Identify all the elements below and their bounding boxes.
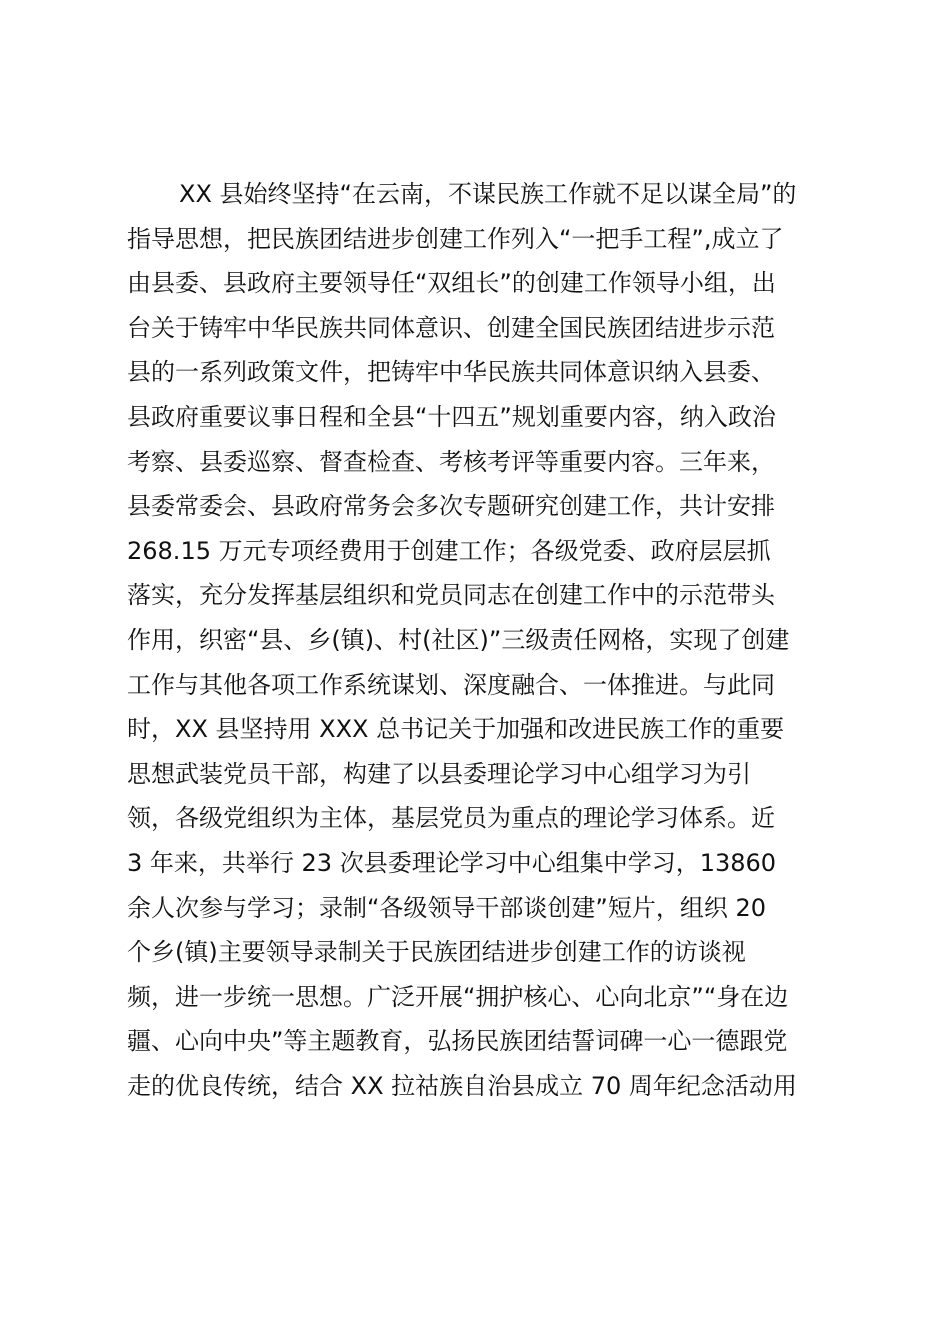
paragraph-line: 时，XX 县坚持用 XXX 总书记关于加强和改进民族工作的重要 — [127, 715, 785, 744]
paragraph-line: 3 年来，共举行 23 次县委理论学习中心组集中学习，13860 — [127, 848, 777, 877]
paragraph-line: 落实，充分发挥基层组织和党员同志在创建工作中的示范带头 — [127, 581, 775, 610]
paragraph-line: 268.15 万元专项经费用于创建工作；各级党委、政府层层抓 — [127, 536, 771, 565]
paragraph-line: XX 县始终坚持“在云南，不谋民族工作就不足以谋全局”的 — [179, 180, 797, 208]
paragraph-line: 思想武装党员干部，构建了以县委理论学习中心组学习为引 — [127, 759, 751, 788]
paragraph-line: 台关于铸牢中华民族共同体意识、创建全国民族团结进步示范 — [127, 313, 775, 342]
paragraph-line: 作用，织密“县、乡(镇)、村(社区)”三级责任网格，实现了创建 — [127, 625, 790, 654]
paragraph-line: 频，进一步统一思想。广泛开展“拥护核心、心向北京”“身在边 — [127, 982, 789, 1011]
paragraph-line: 县委常委会、县政府常务会多次专题研究创建工作，共计安排 — [127, 492, 775, 521]
paragraph-line: 疆、心向中央”等主题教育，弘扬民族团结誓词碑一心一德跟党 — [127, 1027, 788, 1056]
paragraph-line: 县的一系列政策文件，把铸牢中华民族共同体意识纳入县委、 — [127, 358, 775, 387]
paragraph-line: 县政府重要议事日程和全县“十四五”规划重要内容，纳入政治 — [127, 402, 776, 431]
body-paragraph — [127, 172, 837, 1108]
paragraph-line: 考察、县委巡察、督查检查、考核考评等重要内容。三年来， — [127, 447, 775, 476]
paragraph-line: 领，各级党组织为主体，基层党员为重点的理论学习体系。近 — [127, 804, 775, 833]
paragraph-line: 工作与其他各项工作系统谋划、深度融合、一体推进。与此同 — [127, 670, 775, 699]
paragraph-line: 余人次参与学习；录制“各级领导干部谈创建”短片，组织 20 — [127, 893, 767, 922]
paragraph-line: 由县委、县政府主要领导任“双组长”的创建工作领导小组，出 — [127, 269, 776, 298]
paragraph-line: 走的优良传统，结合 XX 拉祜族自治县成立 70 周年纪念活动用 — [127, 1071, 797, 1100]
paragraph-line: 指导思想，把民族团结进步创建工作列入“一把手工程”,成立了 — [127, 224, 784, 253]
paragraph-line: 个乡(镇)主要领导录制关于民族团结进步创建工作的访谈视 — [127, 938, 746, 967]
